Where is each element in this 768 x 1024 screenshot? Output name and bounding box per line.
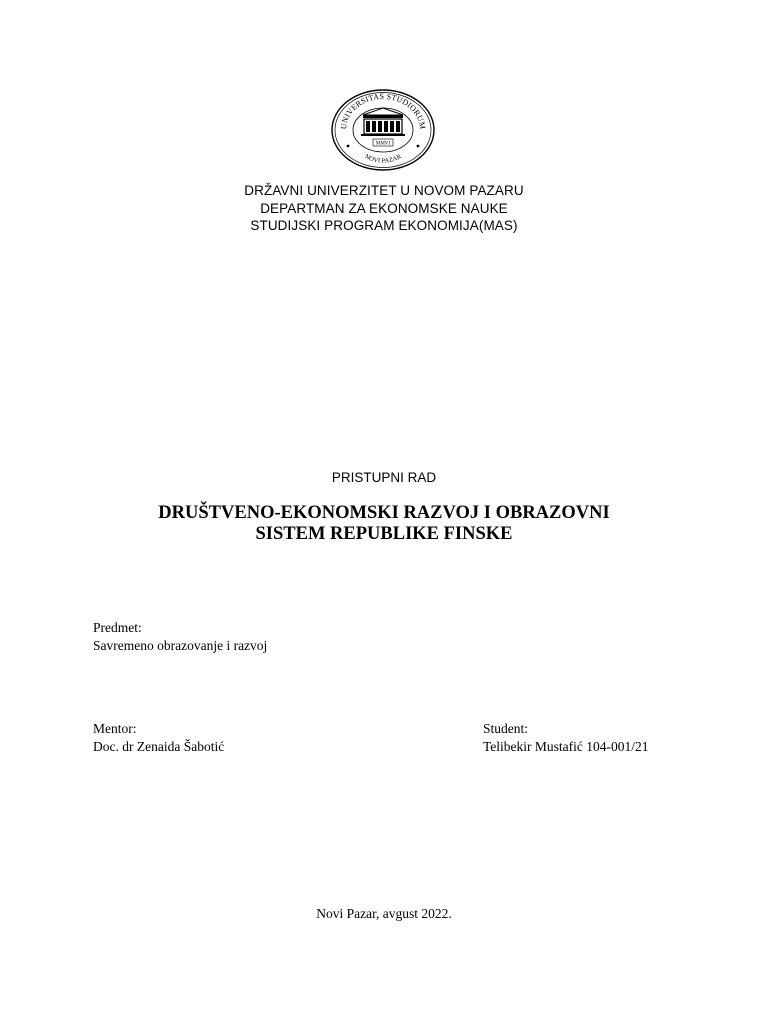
university-name: DRŽAVNI UNIVERZITET U NOVOM PAZARU bbox=[244, 183, 524, 198]
place-date: Novi Pazar, avgust 2022. bbox=[316, 906, 452, 921]
student-block bbox=[483, 720, 649, 755]
paper-title-line-2: SISTEM REPUBLIKE FINSKE bbox=[255, 524, 513, 544]
seal-top-text: UNIVERSITAS STUDIORUM bbox=[338, 91, 428, 130]
svg-text:NOVI PAZAR bbox=[364, 153, 404, 165]
seal-bottom-text: NOVI PAZAR bbox=[363, 153, 403, 165]
paper-title-line-1: DRUŠTVENO-EKONOMSKI RAZVOJ I OBRAZOVNI bbox=[158, 503, 610, 523]
student-label: Student: bbox=[483, 721, 529, 736]
program-name: STUDIJSKI PROGRAM EKONOMIJA(MAS) bbox=[250, 218, 518, 233]
building-icon bbox=[361, 108, 405, 136]
subject-value: Savremeno obrazovanje i razvoj bbox=[93, 637, 268, 653]
mentor-name: Doc. dr Zenaida Šabotić bbox=[93, 738, 225, 754]
paper-type: PRISTUPNI RAD bbox=[331, 470, 437, 485]
subject-block bbox=[93, 619, 267, 654]
seal-year-text: MMVI bbox=[375, 141, 391, 147]
university-seal-logo bbox=[330, 88, 436, 172]
paper-title bbox=[0, 503, 768, 545]
institution-header bbox=[0, 182, 768, 235]
student-name: Telibekir Mustafić 104-001/21 bbox=[483, 738, 649, 754]
department-name: DEPARTMAN ZA EKONOMSKE NAUKE bbox=[260, 200, 508, 216]
subject-label: Predmet: bbox=[93, 620, 142, 635]
mentor-block bbox=[93, 720, 224, 755]
mentor-label: Mentor: bbox=[93, 721, 137, 736]
